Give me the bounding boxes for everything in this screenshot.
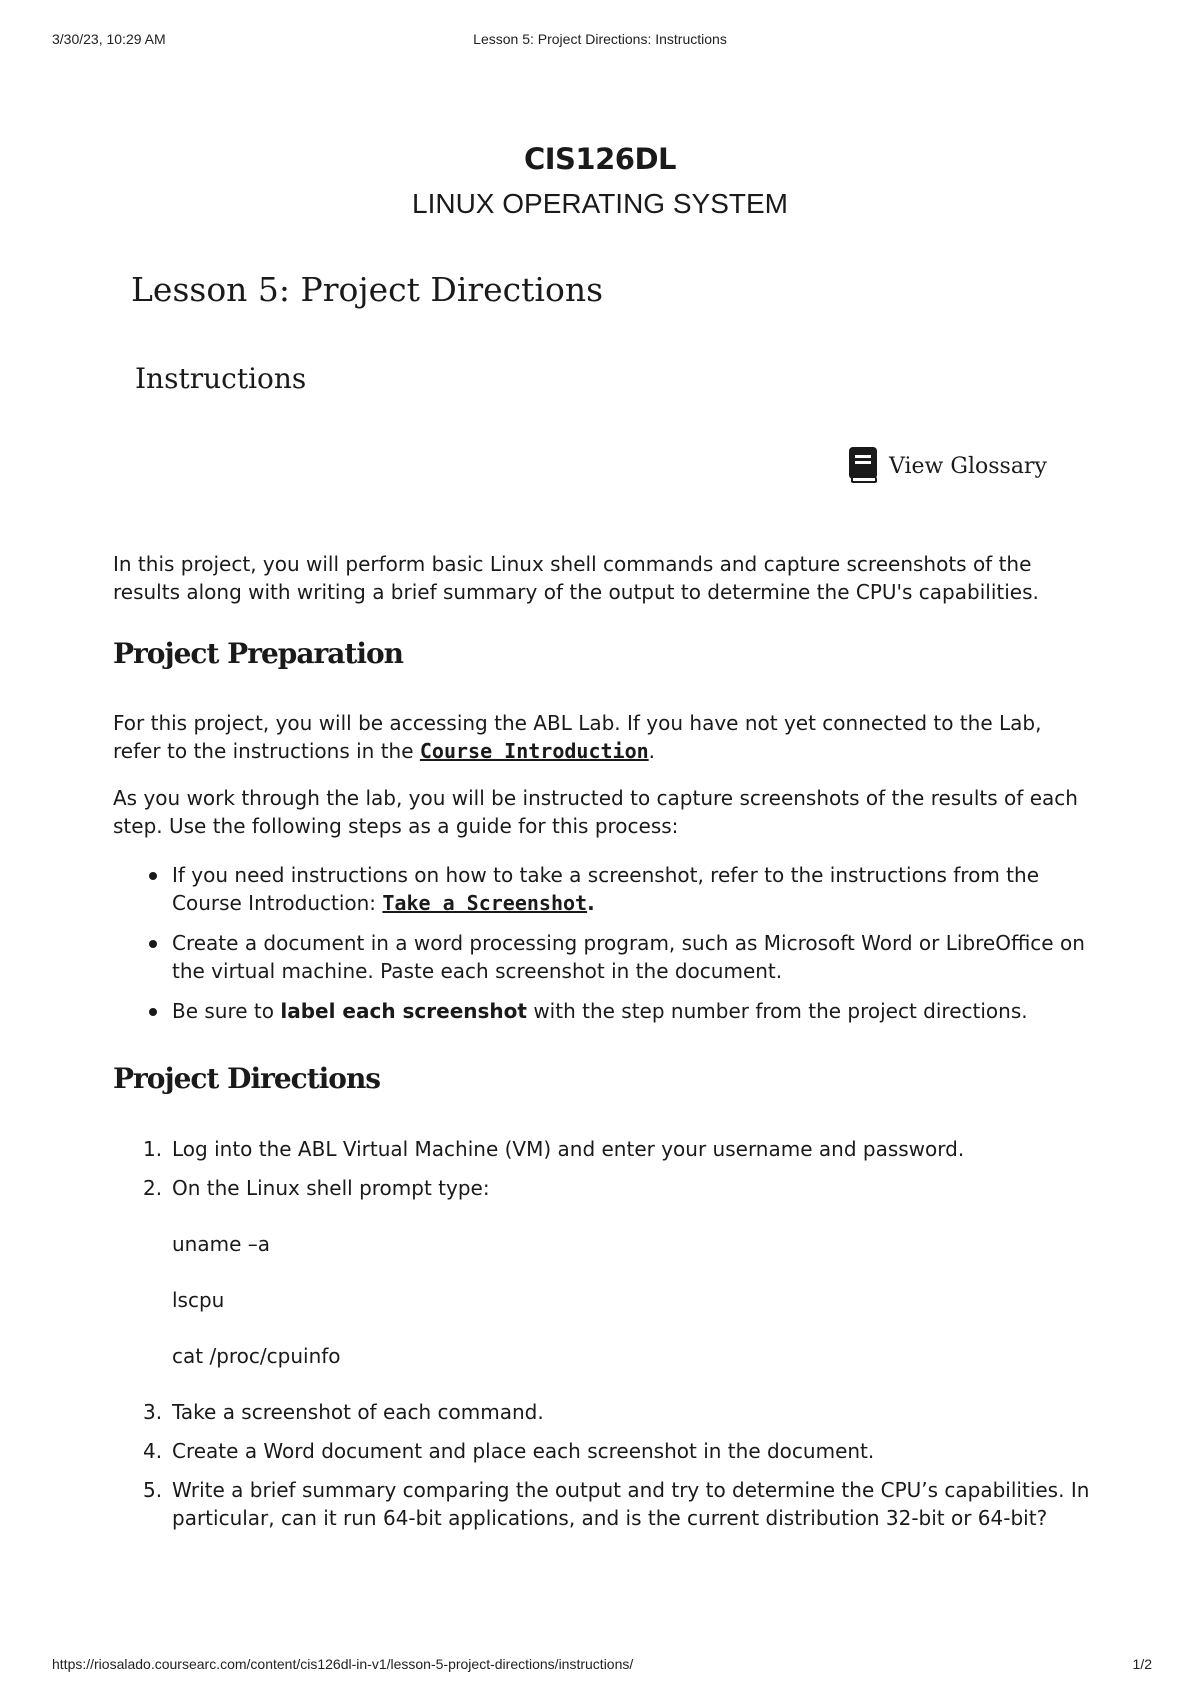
intro-paragraph (113, 550, 1093, 606)
view-glossary-link[interactable] (847, 447, 1047, 485)
take-a-screenshot-link[interactable]: Take a Screenshot (382, 891, 588, 915)
preparation-bullets (113, 861, 1093, 1037)
bullet-3-post: with the step number from the project directions. (526, 999, 1028, 1023)
step-text: Take a screenshot of each command. (172, 1400, 544, 1424)
print-page-title: Lesson 5: Project Directions: Instructions (473, 31, 727, 47)
command-lscpu: lscpu (172, 1288, 225, 1312)
step-number: 1. (143, 1137, 163, 1161)
view-glossary-label: View Glossary (889, 453, 1047, 479)
course-code: CIS126DL (523, 142, 677, 176)
bullet-icon (149, 872, 157, 880)
step-text: On the Linux shell prompt type: (172, 1176, 490, 1200)
command-list (172, 1230, 1093, 1370)
step-number: 5. (143, 1478, 163, 1502)
bullet-2-text: Create a document in a word processing program, such as Microsoft Word or LibreOffice on the virtual machine. Paste each screenshot in the document. (172, 931, 1085, 983)
step-number: 2. (143, 1176, 163, 1200)
bullet-3-pre: Be sure to (172, 999, 281, 1023)
command-cpuinfo: cat /proc/cpuinfo (172, 1344, 341, 1368)
preparation-paragraph-1 (113, 709, 1093, 765)
bullet-icon (149, 1008, 157, 1016)
course-name: LINUX OPERATING SYSTEM (412, 188, 788, 219)
bullet-3-strong: label each screenshot (280, 999, 527, 1023)
step-number: 4. (143, 1439, 163, 1463)
section-title: Instructions (135, 362, 307, 395)
directions-list (113, 1135, 1093, 1543)
directions-heading: Project Directions (113, 1062, 381, 1095)
command-uname: uname –a (172, 1232, 271, 1256)
directions-section (113, 1062, 1093, 1095)
bullet-1-end: . (587, 891, 595, 915)
list-item (113, 997, 1093, 1025)
list-item (113, 1437, 1093, 1465)
prep-p2-text: As you work through the lab, you will be instructed to capture screenshots of the results of each step. Use the following steps as a guide for this process: (113, 786, 1078, 838)
page-number: 1/2 (1132, 1656, 1152, 1672)
preparation-paragraph-2 (113, 784, 1093, 840)
bullet-1-text: If you need instructions on how to take a screenshot, refer to the instructions from the Course Introduction: (172, 863, 1039, 915)
list-item (113, 1135, 1093, 1163)
lesson-title: Lesson 5: Project Directions (131, 270, 604, 309)
prep-p1-text: For this project, you will be accessing the ABL Lab. If you have not yet connected to the Lab, refer to the instructions in the (113, 711, 1042, 763)
list-item (113, 861, 1093, 917)
print-footer (0, 1656, 1200, 1676)
step-text: Write a brief summary comparing the output and try to determine the CPU’s capabilities. In particular, can it run 64-bit applications, and is the current distribution 32-bit or 64-bit? (172, 1478, 1090, 1530)
preparation-section (113, 637, 1093, 670)
preparation-heading: Project Preparation (113, 637, 403, 670)
intro-text: In this project, you will perform basic Linux shell commands and capture screenshots of the results along with writing a brief summary of the output to determine the CPU's capabilities. (113, 552, 1039, 604)
book-icon (847, 447, 879, 485)
list-item (113, 1476, 1093, 1532)
course-introduction-link[interactable]: Course Introduction (419, 739, 649, 763)
page-url: https://riosalado.coursearc.com/content/cis126dl-in-v1/lesson-5-project-directions/instructions/ (52, 1656, 634, 1672)
print-date: 3/30/23, 10:29 AM (52, 31, 166, 47)
print-header (0, 31, 1200, 51)
step-text: Log into the ABL Virtual Machine (VM) and enter your username and password. (172, 1137, 965, 1161)
list-item (113, 929, 1093, 985)
list-item (113, 1174, 1093, 1370)
step-text: Create a Word document and place each screenshot in the document. (172, 1439, 875, 1463)
bullet-icon (149, 940, 157, 948)
step-number: 3. (143, 1400, 163, 1424)
list-item (113, 1398, 1093, 1426)
prep-p1-end: . (648, 739, 656, 763)
